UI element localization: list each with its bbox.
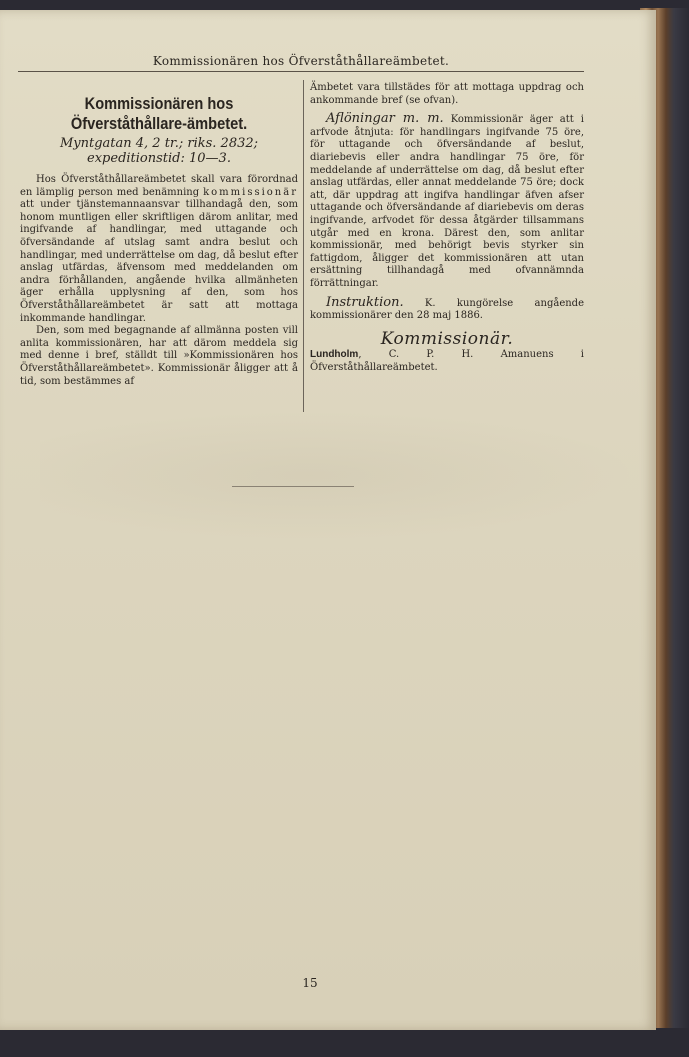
- running-header: Kommissionären hos Öfverståthållareämbetet.: [18, 54, 584, 72]
- section-title: Kommissionären hos Öfverståthållare-ämbetet.: [70, 94, 248, 133]
- instruction-heading: Instruktion.: [326, 294, 404, 310]
- left-column: [20, 82, 298, 388]
- instruction-text: K. kungörelse angående kommissionärer den 28 maj 1886.: [310, 297, 584, 322]
- paragraph-fees: [310, 113, 584, 290]
- term-kommissionar: kommissionär: [203, 186, 298, 198]
- page-stain: [40, 410, 640, 540]
- directory-entry: [310, 349, 584, 374]
- column-divider: [303, 80, 304, 412]
- subsection-title: Kommissionär.: [380, 328, 514, 349]
- paragraph-continued: Ämbetet vara tillstädes för att mottaga uppdrag och ankommande bref (se ofvan).: [310, 82, 584, 106]
- document-page: [0, 10, 656, 1030]
- right-column: [310, 82, 584, 374]
- paragraph-instruction: [310, 294, 584, 323]
- paragraph-post: Den, som med begagnande af allmänna posten vill anlita kommissionären, har att därom meddela sig med denne i bref, ställdt till »Kommissionären hos Öfverståthållareämbetet». Kommissionär åligger att å tid, som bestämmes af: [20, 325, 298, 387]
- entry-text: , C. P. H. Amanuens i Öfverståthållareämbetet.: [310, 349, 584, 373]
- fees-text: Kommissionär äger att i arfvode åtnjuta: för handlingars ingifvande 75 öre, för uttagande och öfversändande af beslut, diariebevis eller andra handlingar 75 öre, för meddelande af underrättelse om dag, då beslut efter anslag utfärdas, eller annat meddelande 75 öre; dock att, där uppdrag att ingifva handlingar äfven afser uttagande och öfversändande af diariebevis om deras ingifvande, arfvodet för dessa åtgärder tillsammans utgår med en krona. Därest den, som anlitar kommissionär, med behörigt bevis styrker sin fattigdom, åligger det kommissionären att utan ersättning tillhandagå med ofvannämnda förrättningar.: [310, 114, 585, 289]
- paragraph-text: att under tjänstemannaansvar tillhandagå den, som honom muntligen eller skriftligen därom anlitar, med ingifvande af handlingar, med uttagande och öfversändande af utslag samt andra beslut och handlingar, med underrättelse om dag, då beslut efter anslag utfärdas, äfvensom med meddelanden om andra förhållanden, angående hvilka allmänheten äger erhålla upplysning af den, som hos Öfverståthållareämbetet är satt att mottaga inkommande handlingar.: [20, 199, 298, 324]
- paragraph-intro: [20, 174, 298, 325]
- entry-name: Lundholm: [310, 349, 359, 361]
- end-rule: [232, 486, 354, 487]
- address-line: Myntgatan 4, 2 tr.; riks. 2832; expeditionstid: 10—3.: [59, 136, 259, 166]
- page-number: 15: [302, 976, 318, 990]
- fees-heading: Aflöningar m. m.: [326, 111, 444, 127]
- paragraph-text: Hos Öfverståthållareämbetet skall vara förordnad en lämplig person med benämning: [20, 174, 298, 198]
